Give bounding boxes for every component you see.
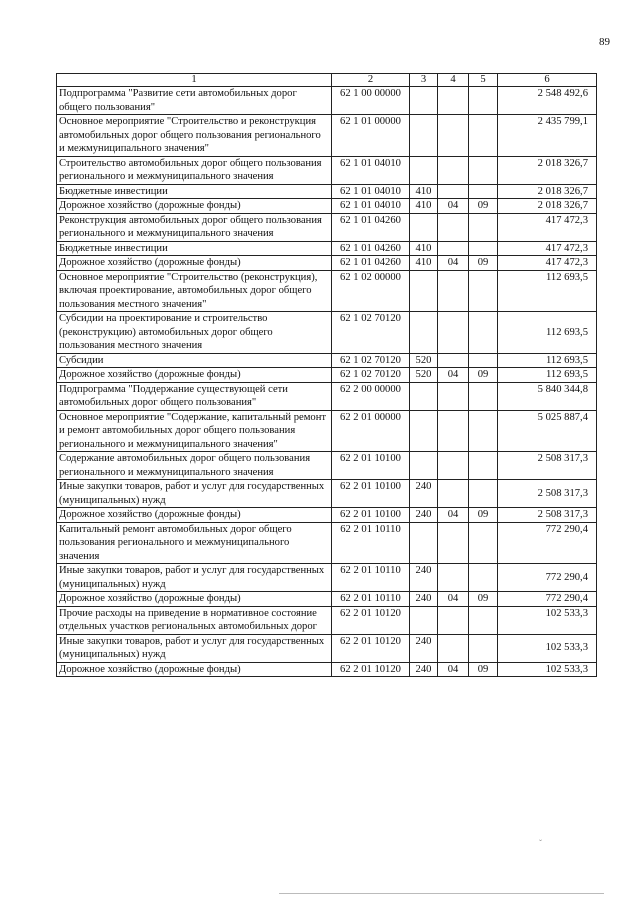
row-section [438, 410, 469, 452]
table-row [57, 115, 597, 157]
row-code: 62 2 01 10120 [332, 606, 410, 634]
row-section [438, 452, 469, 480]
table-row [57, 213, 597, 241]
row-code: 62 1 01 04260 [332, 256, 410, 271]
row-name: Бюджетные инвестиции [57, 241, 332, 256]
table-header [57, 74, 597, 87]
row-code: 62 1 01 04260 [332, 213, 410, 241]
row-code: 62 2 01 10120 [332, 634, 410, 662]
table-row [57, 199, 597, 214]
row-amount: 417 472,3 [498, 213, 597, 241]
row-section [438, 270, 469, 312]
row-section [438, 87, 469, 115]
row-section [438, 564, 469, 592]
row-name: Дорожное хозяйство (дорожные фонды) [57, 199, 332, 214]
row-amount: 417 472,3 [498, 241, 597, 256]
row-subsection: 09 [469, 592, 498, 607]
row-amount: 772 290,4 [498, 592, 597, 607]
row-expense-type: 240 [410, 480, 438, 508]
scan-mark: ˇ [539, 838, 542, 848]
budget-table [56, 73, 597, 677]
column-header-5: 5 [469, 74, 498, 87]
row-expense-type [410, 382, 438, 410]
row-expense-type [410, 312, 438, 354]
row-name: Строительство автомобильных дорог общего пользования регионального и межмуниципального значения [57, 156, 332, 184]
row-subsection [469, 115, 498, 157]
row-subsection [469, 382, 498, 410]
row-code: 62 1 01 04010 [332, 156, 410, 184]
row-name: Бюджетные инвестиции [57, 184, 332, 199]
row-name: Основное мероприятие "Строительство и реконструкция автомобильных дорог общего пользования регионального и межмуниципального значения" [57, 115, 332, 157]
header-row [57, 74, 597, 87]
table-row [57, 256, 597, 271]
row-expense-type [410, 87, 438, 115]
row-amount: 2 018 326,7 [498, 199, 597, 214]
row-subsection [469, 87, 498, 115]
row-code: 62 1 01 04010 [332, 184, 410, 199]
row-name: Дорожное хозяйство (дорожные фонды) [57, 662, 332, 677]
row-expense-type: 520 [410, 353, 438, 368]
table-row [57, 564, 597, 592]
row-subsection [469, 353, 498, 368]
bottom-rule [279, 893, 604, 894]
row-name: Дорожное хозяйство (дорожные фонды) [57, 256, 332, 271]
row-expense-type: 520 [410, 368, 438, 383]
row-code: 62 1 00 00000 [332, 87, 410, 115]
row-name: Прочие расходы на приведение в нормативное состояние отдельных участков региональных автомобильных дорог [57, 606, 332, 634]
row-subsection [469, 213, 498, 241]
table-row [57, 634, 597, 662]
row-section: 04 [438, 368, 469, 383]
row-subsection [469, 452, 498, 480]
row-expense-type: 240 [410, 634, 438, 662]
row-expense-type [410, 115, 438, 157]
row-section [438, 312, 469, 354]
row-name: Дорожное хозяйство (дорожные фонды) [57, 508, 332, 523]
table-row [57, 606, 597, 634]
row-subsection [469, 312, 498, 354]
table-row [57, 480, 597, 508]
row-code: 62 1 01 00000 [332, 115, 410, 157]
row-subsection: 09 [469, 662, 498, 677]
row-section: 04 [438, 508, 469, 523]
row-expense-type: 240 [410, 592, 438, 607]
row-amount: 112 693,5 [498, 270, 597, 312]
column-header-3: 3 [410, 74, 438, 87]
row-subsection: 09 [469, 256, 498, 271]
row-section [438, 382, 469, 410]
row-code: 62 2 01 00000 [332, 410, 410, 452]
column-header-4: 4 [438, 74, 469, 87]
row-name: Содержание автомобильных дорог общего пользования регионального и межмуниципального значения [57, 452, 332, 480]
row-subsection: 09 [469, 199, 498, 214]
row-code: 62 1 02 70120 [332, 353, 410, 368]
table-row [57, 184, 597, 199]
row-subsection [469, 564, 498, 592]
row-name: Дорожное хозяйство (дорожные фонды) [57, 368, 332, 383]
row-name: Дорожное хозяйство (дорожные фонды) [57, 592, 332, 607]
row-code: 62 2 01 10100 [332, 452, 410, 480]
row-expense-type [410, 410, 438, 452]
row-name: Субсидии на проектирование и строительство (реконструкцию) автомобильных дорог общего пользования местного значения [57, 312, 332, 354]
table-row [57, 312, 597, 354]
table-row [57, 662, 597, 677]
row-section [438, 213, 469, 241]
row-amount: 2 018 326,7 [498, 156, 597, 184]
column-header-1: 1 [57, 74, 332, 87]
row-subsection [469, 156, 498, 184]
table-row [57, 241, 597, 256]
row-expense-type: 410 [410, 256, 438, 271]
table-row [57, 87, 597, 115]
row-code: 62 2 01 10110 [332, 522, 410, 564]
row-code: 62 2 01 10110 [332, 592, 410, 607]
row-section [438, 353, 469, 368]
row-code: 62 1 01 04260 [332, 241, 410, 256]
row-section: 04 [438, 592, 469, 607]
table-row [57, 156, 597, 184]
row-subsection [469, 184, 498, 199]
row-code: 62 2 01 10110 [332, 564, 410, 592]
row-name: Капитальный ремонт автомобильных дорог общего пользования регионального и межмуниципального значения [57, 522, 332, 564]
row-expense-type [410, 213, 438, 241]
row-amount: 2 508 317,3 [498, 480, 597, 508]
row-section [438, 480, 469, 508]
row-expense-type [410, 606, 438, 634]
row-subsection [469, 241, 498, 256]
row-amount: 112 693,5 [498, 368, 597, 383]
row-section: 04 [438, 662, 469, 677]
row-amount: 2 435 799,1 [498, 115, 597, 157]
row-expense-type [410, 156, 438, 184]
table-row [57, 452, 597, 480]
row-name: Основное мероприятие "Строительство (реконструкция), включая проектирование, автомобильных дорог общего пользования местного значения" [57, 270, 332, 312]
column-header-6: 6 [498, 74, 597, 87]
table-row [57, 592, 597, 607]
row-expense-type [410, 452, 438, 480]
row-expense-type: 410 [410, 184, 438, 199]
row-section: 04 [438, 199, 469, 214]
table-row [57, 410, 597, 452]
row-section [438, 606, 469, 634]
row-code: 62 1 02 70120 [332, 368, 410, 383]
row-code: 62 1 02 00000 [332, 270, 410, 312]
row-expense-type: 240 [410, 508, 438, 523]
column-header-2: 2 [332, 74, 410, 87]
row-section: 04 [438, 256, 469, 271]
row-expense-type: 410 [410, 241, 438, 256]
row-name: Реконструкция автомобильных дорог общего пользования регионального и межмуниципального значения [57, 213, 332, 241]
table-row [57, 368, 597, 383]
row-name: Субсидии [57, 353, 332, 368]
row-amount: 102 533,3 [498, 634, 597, 662]
table-body [57, 87, 597, 677]
table-row [57, 382, 597, 410]
row-expense-type: 410 [410, 199, 438, 214]
row-code: 62 2 00 00000 [332, 382, 410, 410]
row-name: Иные закупки товаров, работ и услуг для государственных (муниципальных) нужд [57, 564, 332, 592]
table-row [57, 522, 597, 564]
row-amount: 112 693,5 [498, 353, 597, 368]
row-section [438, 184, 469, 199]
row-subsection [469, 410, 498, 452]
row-name: Иные закупки товаров, работ и услуг для государственных (муниципальных) нужд [57, 634, 332, 662]
row-amount: 2 508 317,3 [498, 452, 597, 480]
table-row [57, 508, 597, 523]
row-section [438, 522, 469, 564]
row-amount: 112 693,5 [498, 312, 597, 354]
row-section [438, 156, 469, 184]
row-amount: 102 533,3 [498, 606, 597, 634]
row-subsection [469, 634, 498, 662]
row-amount: 2 018 326,7 [498, 184, 597, 199]
row-amount: 417 472,3 [498, 256, 597, 271]
table-row [57, 270, 597, 312]
row-amount: 2 548 492,6 [498, 87, 597, 115]
row-amount: 5 025 887,4 [498, 410, 597, 452]
row-subsection: 09 [469, 508, 498, 523]
row-expense-type [410, 522, 438, 564]
page-number: 89 [599, 36, 610, 48]
row-amount: 772 290,4 [498, 522, 597, 564]
row-name: Подпрограмма "Развитие сети автомобильных дорог общего пользования" [57, 87, 332, 115]
row-section [438, 241, 469, 256]
row-subsection [469, 606, 498, 634]
row-name: Подпрограмма "Поддержание существующей сети автомобильных дорог общего пользования" [57, 382, 332, 410]
row-amount: 102 533,3 [498, 662, 597, 677]
row-subsection [469, 522, 498, 564]
row-name: Основное мероприятие "Содержание, капитальный ремонт и ремонт автомобильных дорог общего пользования регионального и межмуниципального значения" [57, 410, 332, 452]
row-subsection [469, 480, 498, 508]
row-expense-type: 240 [410, 564, 438, 592]
row-code: 62 2 01 10120 [332, 662, 410, 677]
row-code: 62 1 02 70120 [332, 312, 410, 354]
row-expense-type: 240 [410, 662, 438, 677]
row-amount: 2 508 317,3 [498, 508, 597, 523]
row-code: 62 1 01 04010 [332, 199, 410, 214]
table-row [57, 353, 597, 368]
row-section [438, 634, 469, 662]
row-amount: 5 840 344,8 [498, 382, 597, 410]
row-subsection: 09 [469, 368, 498, 383]
row-expense-type [410, 270, 438, 312]
row-code: 62 2 01 10100 [332, 508, 410, 523]
row-code: 62 2 01 10100 [332, 480, 410, 508]
row-amount: 772 290,4 [498, 564, 597, 592]
row-section [438, 115, 469, 157]
row-name: Иные закупки товаров, работ и услуг для государственных (муниципальных) нужд [57, 480, 332, 508]
row-subsection [469, 270, 498, 312]
